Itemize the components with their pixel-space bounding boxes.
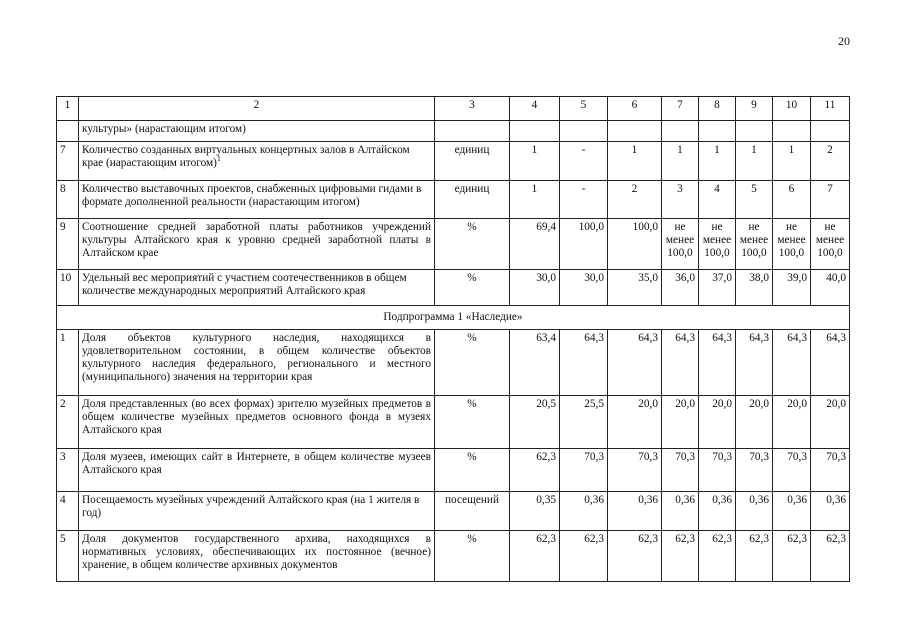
page-number: 20 [838, 34, 850, 48]
row-value: 0,36 [608, 492, 662, 531]
row-number: 3 [57, 449, 79, 492]
table-row [57, 492, 850, 531]
row-value: 1 [699, 142, 736, 181]
row-value: 39,0 [773, 270, 811, 306]
row-value: 20,0 [773, 396, 811, 449]
row-value-stacked: не менее 100,0 [773, 219, 811, 270]
row-value-stacked: не менее 100,0 [662, 219, 699, 270]
row-value: 100,0 [560, 219, 608, 270]
row-value: 0,36 [560, 492, 608, 531]
row-number: 5 [57, 531, 79, 582]
table-row [57, 219, 850, 270]
row-value: 20,0 [699, 396, 736, 449]
row-value: 64,3 [699, 330, 736, 396]
row-unit: % [435, 270, 510, 306]
row-number: 10 [57, 270, 79, 306]
row-description: Соотношение средней заработной платы работников учреждений культуры Алтайского края к уровню средней заработной платы в Алтайском крае [79, 219, 435, 270]
row-value: 6 [773, 181, 811, 219]
row-value: 0,36 [736, 492, 773, 531]
row-value: 70,3 [773, 449, 811, 492]
row-value: - [560, 142, 608, 181]
row-value: 70,3 [560, 449, 608, 492]
row-value: 64,3 [662, 330, 699, 396]
row-value: 70,3 [608, 449, 662, 492]
header-cell: 7 [662, 97, 699, 121]
row-value: 0,36 [811, 492, 850, 531]
row-value: 100,0 [608, 219, 662, 270]
row-description: Количество созданных виртуальных концертных залов в Алтайском крае (нарастающим итогом)$^1$ [79, 142, 435, 181]
row-description: Доля музеев, имеющих сайт в Интернете, в общем количестве музеев Алтайского края [79, 449, 435, 492]
row-value: 35,0 [608, 270, 662, 306]
row-unit: % [435, 330, 510, 396]
row-value: - [560, 181, 608, 219]
row-number: 1 [57, 330, 79, 396]
row-value: 62,3 [510, 449, 560, 492]
row-value: 25,5 [560, 396, 608, 449]
row-description: Количество выставочных проектов, снабженных цифровыми гидами в формате дополненной реальности (нарастающим итогом) [79, 181, 435, 219]
row-value: 30,0 [560, 270, 608, 306]
row-value-stacked: не менее 100,0 [736, 219, 773, 270]
row-value: 64,3 [811, 330, 850, 396]
row-value: 37,0 [699, 270, 736, 306]
row-value-stacked: не менее 100,0 [811, 219, 850, 270]
row-unit: посещений [435, 492, 510, 531]
row-description: Удельный вес мероприятий с участием соотечественников в общем количестве международных мероприятий Алтайского края [79, 270, 435, 306]
row-description: Доля документов государственного архива, находящихся в нормативных условиях, обеспечивающих их постоянное (вечное) хранение, в общем количестве архивных документов [79, 531, 435, 582]
row-value: 0,36 [699, 492, 736, 531]
row-value: 30,0 [510, 270, 560, 306]
row-value: 20,5 [510, 396, 560, 449]
row-value: 20,0 [662, 396, 699, 449]
row-value: 1 [662, 142, 699, 181]
row-value: 62,3 [560, 531, 608, 582]
row-value: 20,0 [608, 396, 662, 449]
row-unit: единиц [435, 142, 510, 181]
row-number: 8 [57, 181, 79, 219]
header-cell: 5 [560, 97, 608, 121]
footnote-mark: 1 [216, 154, 221, 164]
header-cell: 8 [699, 97, 736, 121]
header-cell: 4 [510, 97, 560, 121]
row-description: Доля представленных (во всех формах) зрителю музейных предметов в общем количестве музейных предметов основного фонда в музеях Алтайского края [79, 396, 435, 449]
row-number: 9 [57, 219, 79, 270]
row-value: 69,4 [510, 219, 560, 270]
subprogram-row [57, 306, 850, 330]
row-value: 64,3 [608, 330, 662, 396]
row-value: 70,3 [699, 449, 736, 492]
row-unit: % [435, 449, 510, 492]
row-value: 4 [699, 181, 736, 219]
table-row [57, 270, 850, 306]
row-value: 63,4 [510, 330, 560, 396]
row-value: 3 [662, 181, 699, 219]
row-value: 2 [811, 142, 850, 181]
row-value: 70,3 [811, 449, 850, 492]
row-number: 7 [57, 142, 79, 181]
row-value: 40,0 [811, 270, 850, 306]
row-value: 64,3 [736, 330, 773, 396]
continuation-text: культуры» (нарастающим итогом) [79, 121, 435, 142]
row-value: 7 [811, 181, 850, 219]
row-value: 36,0 [662, 270, 699, 306]
table-row [57, 531, 850, 582]
row-value: 62,3 [699, 531, 736, 582]
row-number: 4 [57, 492, 79, 531]
row-value: 62,3 [773, 531, 811, 582]
table-row [57, 449, 850, 492]
header-cell: 10 [773, 97, 811, 121]
row-unit: % [435, 396, 510, 449]
row-value: 1 [736, 142, 773, 181]
table-row [57, 142, 850, 181]
row-value: 20,0 [811, 396, 850, 449]
row-value: 5 [736, 181, 773, 219]
header-cell: 11 [811, 97, 850, 121]
row-unit: единиц [435, 181, 510, 219]
header-cell: 6 [608, 97, 662, 121]
header-cell: 3 [435, 97, 510, 121]
row-value: 62,3 [811, 531, 850, 582]
header-cell: 2 [79, 97, 435, 121]
header-cell: 1 [57, 97, 79, 121]
row-description: Посещаемость музейных учреждений Алтайского края (на 1 жителя в год) [79, 492, 435, 531]
row-value: 0,36 [662, 492, 699, 531]
row-value: 1 [510, 142, 560, 181]
row-value: 2 [608, 181, 662, 219]
row-value: 1 [510, 181, 560, 219]
header-cell: 9 [736, 97, 773, 121]
row-number: 2 [57, 396, 79, 449]
row-description: Доля объектов культурного наследия, находящихся в удовлетворительном состоянии, в общем количестве объектов культурного наследия федерального, регионального и местного (муниципального) значения на территории края [79, 330, 435, 396]
row-value: 62,3 [736, 531, 773, 582]
row-value: 70,3 [736, 449, 773, 492]
row-unit: % [435, 531, 510, 582]
table-row [57, 181, 850, 219]
row-value: 64,3 [560, 330, 608, 396]
row-value: 62,3 [510, 531, 560, 582]
row-value: 0,35 [510, 492, 560, 531]
indicators-table [56, 96, 850, 582]
row-value: 1 [608, 142, 662, 181]
row-value: 20,0 [736, 396, 773, 449]
row-value-stacked: не менее 100,0 [699, 219, 736, 270]
table-row [57, 396, 850, 449]
subprogram-title: Подпрограмма 1 «Наследие» [57, 306, 850, 330]
row-value: 1 [773, 142, 811, 181]
row-value: 38,0 [736, 270, 773, 306]
row-unit: % [435, 219, 510, 270]
table-row [57, 330, 850, 396]
row-value: 0,36 [773, 492, 811, 531]
row-value: 70,3 [662, 449, 699, 492]
row-value: 62,3 [608, 531, 662, 582]
header-row [57, 97, 850, 121]
row-value: 64,3 [773, 330, 811, 396]
row-value: 62,3 [662, 531, 699, 582]
continuation-row [57, 121, 850, 142]
